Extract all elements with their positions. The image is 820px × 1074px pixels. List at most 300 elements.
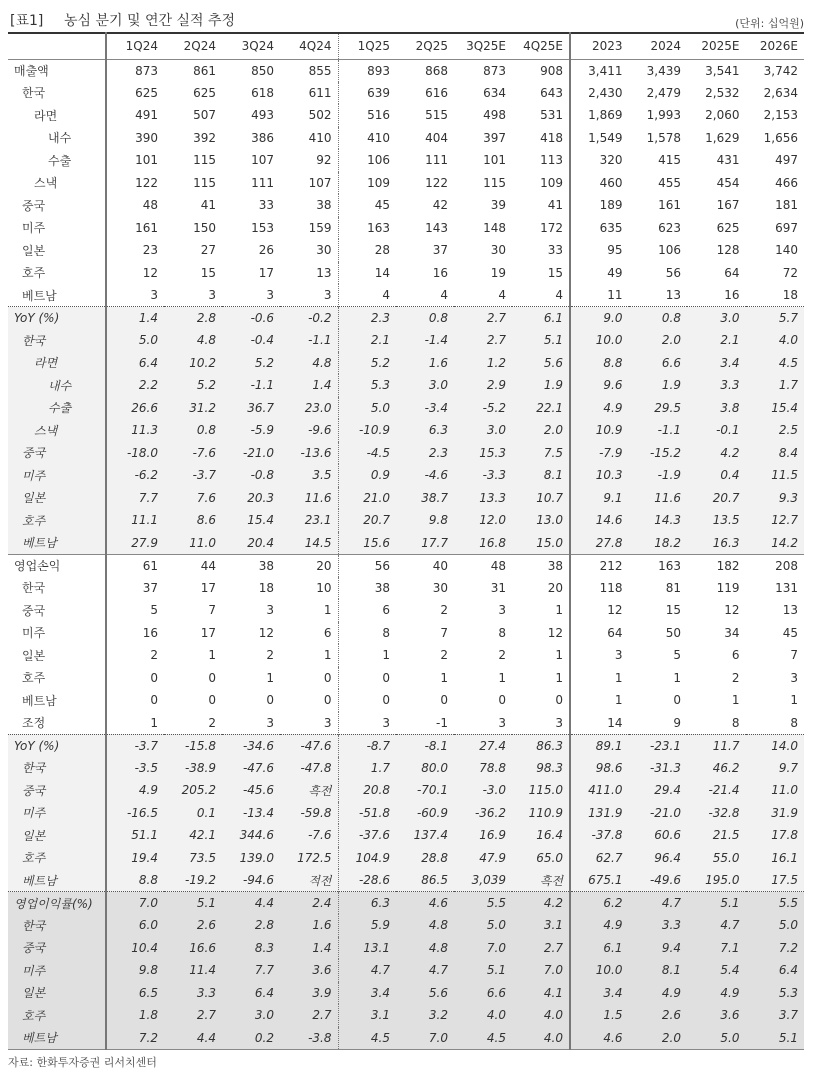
row-label: 내수 [8,374,106,397]
column-header: 3Q24 [222,33,280,59]
value-cell: 11.0 [746,779,805,802]
value-cell: 31 [490,580,506,595]
row-label: 중국 [8,779,106,802]
value-cell: 8.8 [570,352,629,375]
value-cell: 1.8 [106,1004,164,1027]
value-cell: 3.4 [687,352,746,375]
table-row [8,284,804,307]
value-cell: 17 [200,580,216,595]
row-label: 중국 [8,194,106,217]
value-cell: 111 [251,175,274,190]
value-cell: 5.1 [454,959,512,982]
value-cell: 122 [425,175,448,190]
value-cell: 1 [512,599,570,622]
value-cell: -59.8 [280,802,338,825]
value-cell: 3 [208,288,216,302]
row-label: 영업이익률(%) [8,892,106,915]
table-row [8,757,804,780]
value-cell: 14.6 [570,509,629,532]
value-cell: 3.9 [280,982,338,1005]
value-cell: 적전 [280,869,338,892]
value-cell: 109 [367,175,390,190]
value-cell: 4.7 [396,959,454,982]
value-cell: 3,039 [454,869,512,892]
row-label: 호주 [8,847,106,870]
value-cell: 28 [374,243,390,258]
value-cell: 15 [665,603,681,618]
value-cell: -60.9 [396,802,454,825]
value-cell: -1.9 [629,464,688,487]
value-cell: 4.7 [687,914,746,937]
value-cell: -8.7 [338,734,396,757]
value-cell: 11.6 [280,487,338,510]
value-cell: 3 [266,603,274,618]
value-cell: 38 [222,554,280,577]
value-cell: 27.9 [106,532,164,555]
value-cell: 908 [512,59,570,82]
column-header: 2025E [687,33,746,59]
value-cell: 392 [193,130,216,145]
row-label: 라면 [8,104,106,127]
value-cell: -21.0 [222,442,280,465]
value-cell: 78.8 [454,757,512,780]
value-cell: 16.6 [164,937,222,960]
table-caption [8,6,812,32]
value-cell: 30 [432,580,448,595]
value-cell: 2.6 [629,1004,688,1027]
value-cell: 13.3 [454,487,512,510]
value-cell: 9.7 [746,757,805,780]
value-cell: 616 [425,85,448,100]
value-cell: 161 [658,198,681,213]
value-cell: 3.4 [570,982,629,1005]
value-cell: 153 [251,220,274,235]
value-cell: 410 [280,127,338,150]
table-row [8,937,804,960]
value-cell: 12 [512,622,570,645]
row-label: 중국 [8,937,106,960]
table-row [8,959,804,982]
value-cell: 33 [258,198,274,213]
value-cell: 3.7 [746,1004,805,1027]
value-cell: 3.0 [396,374,454,397]
value-cell: 3 [614,648,623,663]
value-cell: 5.4 [687,959,746,982]
value-cell: 3.0 [454,419,512,442]
value-cell: 4.9 [687,982,746,1005]
earnings-table [8,32,804,1050]
value-cell: 0 [208,693,216,708]
value-cell: 20.7 [687,487,746,510]
value-cell: 86.3 [512,734,570,757]
value-cell: -0.4 [222,329,280,352]
value-cell: 16.4 [512,824,570,847]
value-cell: 113 [512,149,570,172]
value-cell: 507 [193,108,216,123]
value-cell: 15.3 [454,442,512,465]
value-cell: 11 [607,288,623,302]
value-cell: 515 [425,108,448,123]
value-cell: 27.4 [454,734,512,757]
value-cell: 0 [280,667,338,690]
column-header: 2024 [629,33,688,59]
row-label: 조정 [8,712,106,735]
value-cell: 497 [775,153,798,168]
row-label: 라면 [8,352,106,375]
row-label: 한국 [8,329,106,352]
value-cell: 8.6 [164,509,222,532]
value-cell: -47.8 [280,757,338,780]
column-header: 2023 [570,33,629,59]
value-cell: 98.3 [512,757,570,780]
table-row [8,59,804,82]
table-row [8,172,804,195]
value-cell: 7.0 [396,1027,454,1050]
value-cell: 1.2 [454,352,512,375]
value-cell: 344.6 [222,824,280,847]
value-cell: 16.9 [454,824,512,847]
value-cell: 3,742 [763,63,798,78]
value-cell: 50 [665,625,681,640]
value-cell: 2.7 [454,307,512,330]
value-cell: 4.2 [512,892,570,915]
value-cell: 13 [665,288,681,302]
value-cell: 107 [251,153,274,168]
value-cell: 56 [665,265,681,280]
value-cell: 625 [135,85,158,100]
value-cell: 17.8 [746,824,805,847]
value-cell: 98.6 [570,757,629,780]
value-cell: 107 [280,172,338,195]
value-cell: 6.0 [106,914,164,937]
value-cell: 7.0 [106,892,164,915]
row-label: 내수 [8,127,106,150]
header-label-cell [8,33,106,59]
row-label: 일본 [8,824,106,847]
value-cell: 17.7 [396,532,454,555]
value-cell: 493 [251,108,274,123]
row-label: 미주 [8,802,106,825]
value-cell: 13.0 [512,509,570,532]
value-cell: 2.3 [338,307,396,330]
value-cell: 8.1 [629,959,688,982]
value-cell: 8.8 [106,869,164,892]
source-note: 자료: 한화투자증권 리서치센터 [8,1056,157,1069]
value-cell: 390 [135,130,158,145]
value-cell: 3 [266,715,274,730]
value-cell: 56 [338,554,396,577]
value-cell: 516 [367,108,390,123]
value-cell: -1.4 [396,329,454,352]
value-cell: 2.8 [222,914,280,937]
value-cell: 5.0 [454,914,512,937]
value-cell: 1,578 [646,130,681,145]
value-cell: 3,439 [646,63,681,78]
value-cell: 182 [687,554,746,577]
value-cell: 64 [607,625,623,640]
table-row [8,802,804,825]
value-cell: 1 [498,670,506,685]
value-cell: 11.7 [687,734,746,757]
value-cell: 11.1 [106,509,164,532]
value-cell: 4.0 [512,1027,570,1050]
value-cell: 697 [775,220,798,235]
value-cell: -5.9 [222,419,280,442]
value-cell: 89.1 [570,734,629,757]
value-cell: -13.6 [280,442,338,465]
value-cell: 861 [193,63,216,78]
value-cell: 10.0 [570,959,629,982]
value-cell: 855 [280,59,338,82]
value-cell: 618 [251,85,274,100]
value-cell: 3 [498,603,506,618]
value-cell: 1 [790,693,798,708]
value-cell: 15 [512,262,570,285]
row-label: 한국 [8,577,106,600]
value-cell: -3.8 [280,1027,338,1050]
value-cell: 81 [665,580,681,595]
value-cell: 55.0 [687,847,746,870]
value-cell: -13.4 [222,802,280,825]
value-cell: 9.8 [106,959,164,982]
value-cell: 3 [280,284,338,307]
value-cell: 454 [716,175,740,190]
row-label: 스낵 [8,172,106,195]
value-cell: 531 [512,104,570,127]
value-cell: 5.1 [512,329,570,352]
value-cell: 29.4 [629,779,688,802]
value-cell: -7.6 [280,824,338,847]
value-cell: 873 [483,63,506,78]
value-cell: -0.2 [280,307,338,330]
value-cell: 41 [200,198,216,213]
value-cell: 0 [208,670,216,685]
value-cell: 5.7 [746,307,805,330]
value-cell: 4.0 [454,1004,512,1027]
table-title: 농심 분기 및 연간 실적 추정 [64,13,236,29]
row-label: 수출 [8,149,106,172]
value-cell: -18.0 [106,442,164,465]
value-cell: 15.4 [746,397,805,420]
value-cell: 0.4 [687,464,746,487]
value-cell: 19 [490,265,506,280]
value-cell: 8.4 [746,442,805,465]
value-cell: 2,060 [705,108,740,123]
value-cell: 5.0 [338,397,396,420]
value-cell: 2 [440,648,448,663]
value-cell: 20.3 [222,487,280,510]
value-cell: 10.0 [570,329,629,352]
value-cell: -21.4 [687,779,746,802]
value-cell: -7.6 [164,442,222,465]
value-cell: 4.6 [570,1027,629,1050]
value-cell: 4.9 [570,397,629,420]
value-cell: 625 [716,220,740,235]
value-cell: 38 [512,554,570,577]
value-cell: 6.2 [570,892,629,915]
value-cell: 14 [607,715,623,730]
table-row [8,667,804,690]
table-row [8,262,804,285]
value-cell: 397 [483,130,506,145]
table-body [8,59,804,1049]
row-label: 베트남 [8,532,106,555]
value-cell: 11.0 [164,532,222,555]
value-cell: 5.3 [746,982,805,1005]
value-cell: 2 [208,715,216,730]
row-label: 미주 [8,622,106,645]
value-cell: 4.9 [106,779,164,802]
value-cell: 6.4 [222,982,280,1005]
value-cell: 404 [425,130,448,145]
value-cell: 3 [512,712,570,735]
value-cell: 2.1 [687,329,746,352]
value-cell: 20 [512,577,570,600]
value-cell: 11.3 [106,419,164,442]
header-row [8,33,804,59]
column-header: 2026E [746,33,805,59]
table-row [8,847,804,870]
value-cell: 115 [193,175,216,190]
value-cell: 4.5 [338,1027,396,1050]
value-cell: 122 [135,175,158,190]
value-cell: 48 [454,554,512,577]
value-cell: 1,869 [588,108,623,123]
table-row [8,442,804,465]
value-cell: 28.8 [396,847,454,870]
value-cell: 7.0 [512,959,570,982]
value-cell: -3.4 [396,397,454,420]
value-cell: -47.6 [222,757,280,780]
value-cell: 48 [142,198,158,213]
value-cell: 502 [280,104,338,127]
value-cell: 5.5 [746,892,805,915]
value-cell: 208 [746,554,805,577]
value-cell: 3.1 [338,1004,396,1027]
value-cell: 42.1 [164,824,222,847]
column-header: 2Q24 [164,33,222,59]
value-cell: -9.6 [280,419,338,442]
value-cell: 27 [200,243,216,258]
value-cell: 0 [512,689,570,712]
value-cell: 148 [483,220,506,235]
value-cell: 4.8 [280,352,338,375]
row-label: 베트남 [8,284,106,307]
value-cell: 1,549 [588,130,623,145]
value-cell: 115 [483,175,506,190]
value-cell: 0 [382,693,390,708]
row-label: 베트남 [8,869,106,892]
table-row [8,869,804,892]
value-cell: 4.1 [512,982,570,1005]
value-cell: 106 [658,243,681,258]
value-cell: 9.1 [570,487,629,510]
value-cell: 7.2 [106,1027,164,1050]
value-cell: 4.7 [629,892,688,915]
value-cell: 8 [498,625,506,640]
value-cell: 18 [782,288,798,302]
value-cell: 45 [782,625,798,640]
table-row [8,487,804,510]
value-cell: 106 [367,153,390,168]
value-cell: 2 [266,648,274,663]
value-cell: 12 [607,603,623,618]
value-cell: 5.9 [338,914,396,937]
value-cell: 4.7 [338,959,396,982]
value-cell: 3.0 [222,1004,280,1027]
value-cell: 140 [775,243,798,258]
value-cell: 4.9 [629,982,688,1005]
value-cell: 16 [724,288,740,302]
value-cell: 18 [258,580,274,595]
value-cell: 42 [432,198,448,213]
value-cell: -94.6 [222,869,280,892]
value-cell: 110.9 [512,802,570,825]
value-cell: 14 [374,265,390,280]
table-row [8,194,804,217]
value-cell: 9 [673,715,681,730]
value-cell: 4.8 [164,329,222,352]
value-cell: 1.9 [629,374,688,397]
value-cell: 411.0 [570,779,629,802]
table-row [8,104,804,127]
row-label: 한국 [8,82,106,105]
value-cell: 1,629 [705,130,740,145]
value-cell: 0 [150,693,158,708]
value-cell: 3 [382,715,390,730]
value-cell: 5.2 [338,352,396,375]
value-cell: 3 [150,288,158,302]
column-header: 1Q24 [106,33,164,59]
value-cell: 2.9 [454,374,512,397]
value-cell: 410 [367,130,390,145]
value-cell: 4 [512,284,570,307]
value-cell: 611 [280,82,338,105]
value-cell: 4.6 [396,892,454,915]
value-cell: 9.8 [396,509,454,532]
value-cell: 893 [367,63,390,78]
value-cell: 7.5 [512,442,570,465]
value-cell: 4 [440,288,448,302]
value-cell: 118 [599,580,623,595]
value-cell: 104.9 [338,847,396,870]
value-cell: 15.6 [338,532,396,555]
value-cell: 5.6 [512,352,570,375]
value-cell: 418 [512,127,570,150]
value-cell: 8 [790,715,798,730]
value-cell: 181 [775,198,798,213]
value-cell: 0 [266,693,274,708]
value-cell: 12 [142,265,158,280]
value-cell: -15.8 [164,734,222,757]
value-cell: 1 [280,644,338,667]
value-cell: 95 [607,243,623,258]
value-cell: 10 [280,577,338,600]
value-cell: 30 [280,239,338,262]
table-row [8,554,804,577]
value-cell: 12.0 [454,509,512,532]
value-cell: 139.0 [222,847,280,870]
value-cell: -1.1 [280,329,338,352]
value-cell: -3.7 [106,734,164,757]
value-cell: 11.5 [746,464,805,487]
value-cell: 2.0 [512,419,570,442]
value-cell: 163 [629,554,688,577]
value-cell: -4.6 [396,464,454,487]
value-cell: 4.0 [746,329,805,352]
value-cell: 4 [498,288,506,302]
value-cell: 161 [135,220,158,235]
